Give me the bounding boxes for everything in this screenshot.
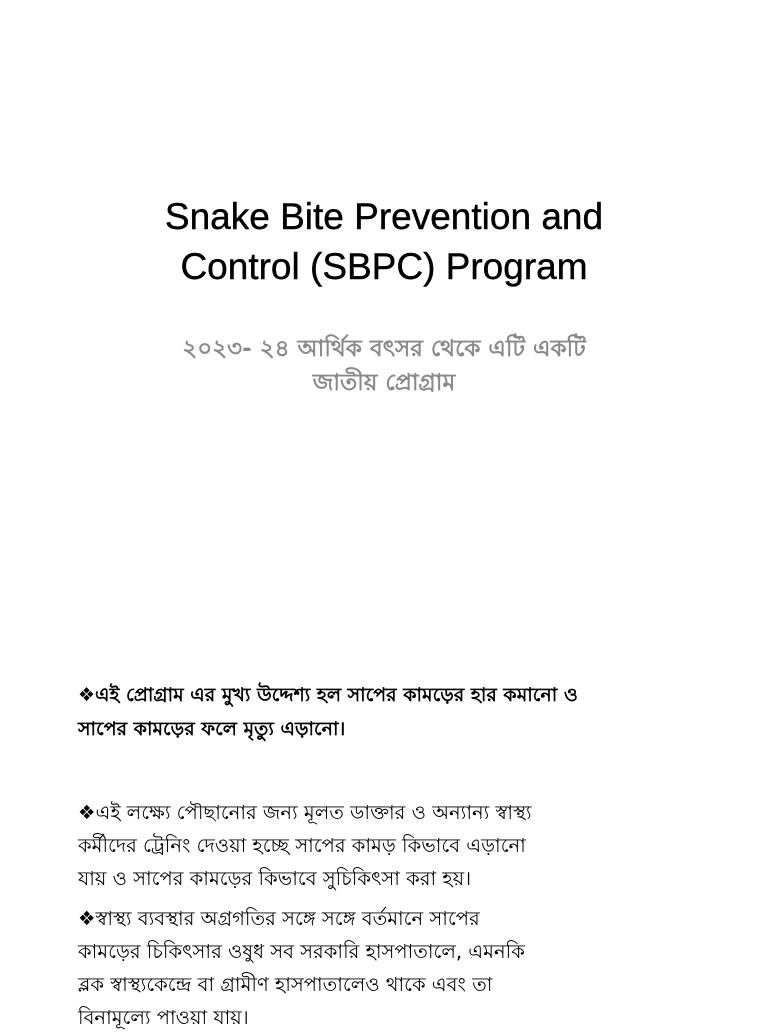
- paragraph-text: এই লক্ষ্যে পৌছানোর জন্য মূলত ডাক্তার ও অন্যান্য স্বাস্থ্য: [95, 801, 532, 824]
- paragraph-line: ব্লক স্বাস্থ্যকেন্দ্রে বা গ্রামীণ হাসপাতালেও থাকে এবং তা: [78, 973, 493, 996]
- subtitle-line: ২০২৩- ২৪ আর্থিক বৎসর থেকে এটি একটি: [182, 336, 586, 362]
- paragraph-line: সাপের কামড়ের ফলে মৃত্যু এড়ানো।: [78, 718, 346, 740]
- diamond-bullet-icon: ❖: [78, 907, 96, 930]
- slide-subtitle: [60, 332, 708, 400]
- paragraph-line: [78, 796, 718, 829]
- paragraph-line: কামড়ের চিকিৎসার ওষুধ সব সরকারি হাসপাতালে, এমনকি: [78, 940, 525, 963]
- bullet-paragraph-treatment: [78, 902, 718, 1034]
- diamond-bullet-icon: ❖: [78, 684, 96, 706]
- title-line: Control (SBPC) Program: [180, 246, 588, 287]
- slide-title: [40, 192, 728, 292]
- paragraph-line: কর্মীদের ট্রেনিং দেওয়া হচ্ছে সাপের কামড় কিভাবে এড়ানো: [78, 834, 526, 857]
- paragraph-line: [78, 678, 718, 712]
- paragraph-text: এই প্রোগ্রাম এর মুখ্য উদ্দেশ্য হল সাপের কামড়ের হার কমানো ও: [95, 684, 578, 706]
- paragraph-line: বিনামূল্যে পাওয়া যায়।: [78, 1006, 249, 1029]
- title-line: Snake Bite Prevention and: [164, 196, 604, 237]
- bullet-paragraph-training: [78, 796, 718, 895]
- paragraph-line: যায় ও সাপের কামড়ের কিভাবে সুচিকিৎসা করা হয়।: [78, 867, 472, 890]
- subtitle-line: জাতীয় প্রোগ্রাম: [312, 370, 456, 396]
- paragraph-line: [78, 902, 718, 935]
- paragraph-text: স্বাস্থ্য ব্যবস্থার অগ্রগতির সঙ্গে সঙ্গে বর্তমানে সাপের: [95, 907, 480, 930]
- bullet-paragraph-objective: [78, 678, 718, 746]
- diamond-bullet-icon: ❖: [78, 801, 96, 824]
